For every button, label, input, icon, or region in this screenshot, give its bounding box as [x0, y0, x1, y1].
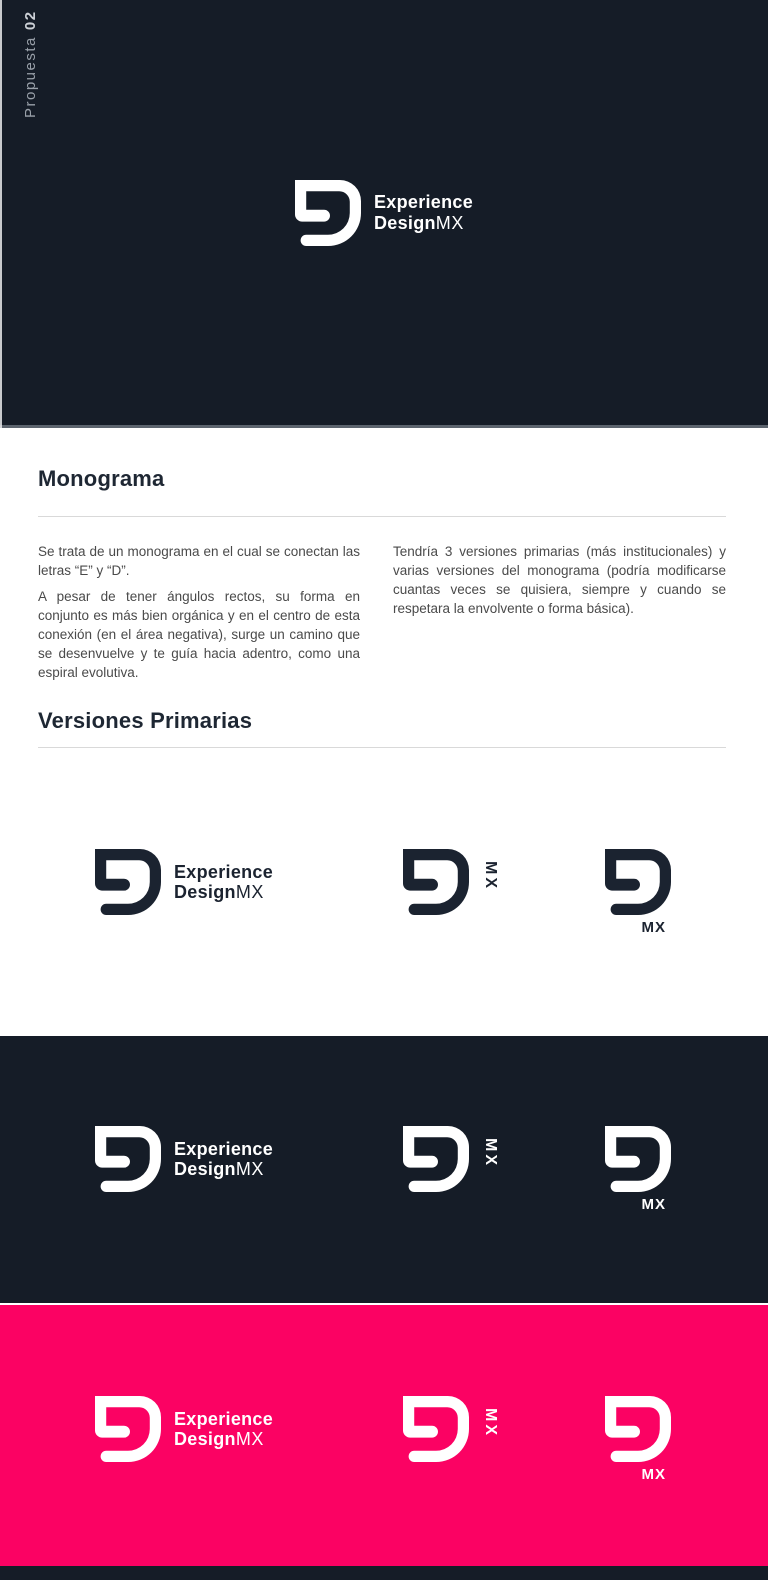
wordmark-mx: MX [235, 882, 265, 902]
wordmark-line1: Experience [174, 861, 274, 882]
vertical-mx-label: MX [482, 861, 499, 891]
pink-background-row [0, 1305, 768, 1566]
proposal-number: 02 [22, 10, 39, 31]
wordmark [174, 862, 273, 902]
version-vertical-mx [403, 1125, 503, 1193]
stacked-mx-label: MX [641, 1196, 666, 1213]
monogram-d-icon [605, 1125, 671, 1193]
vertical-mx-label: MX [482, 1408, 499, 1438]
wordmark [374, 192, 473, 232]
wordmark-line2 [174, 882, 273, 902]
monogram-d-icon [95, 848, 161, 916]
navy-background-row [0, 1036, 768, 1303]
wordmark [174, 1139, 273, 1179]
version-stacked-mx [605, 1125, 671, 1213]
stacked-mx-label: MX [641, 919, 666, 936]
wordmark-mx: MX [235, 1159, 265, 1179]
version-full-lockup [95, 848, 273, 916]
monogram-d-icon [605, 1395, 671, 1463]
version-vertical-mx [403, 848, 503, 916]
proposal-label [22, 10, 39, 118]
version-full-lockup [95, 1125, 273, 1193]
version-stacked-mx [605, 1395, 671, 1483]
wordmark-line2 [374, 213, 473, 233]
monogram-d-icon [403, 1125, 469, 1193]
wordmark-design: Design [373, 212, 436, 233]
paragraph: Se trata de un monograma en el cual se conectan las letras “E” y “D”. [38, 544, 360, 578]
version-vertical-mx [403, 1395, 503, 1463]
version-full-lockup [95, 1395, 273, 1463]
wordmark-mx: MX [235, 1429, 265, 1449]
wordmark-line1: Experience [373, 192, 474, 213]
monogram-d-icon [403, 848, 469, 916]
paragraph: Tendría 3 versiones primarias (más institucionales) y varias versiones del monograma (podría modificarse cuantas veces se quisiera, siempre y cuando se respetara la envolvente o forma básica). [393, 544, 726, 616]
wordmark-line1: Experience [174, 1408, 274, 1429]
divider [38, 747, 726, 748]
hero-banner [0, 0, 768, 428]
wordmark-design: Design [174, 1159, 236, 1179]
monogram-d-icon [95, 1125, 161, 1193]
wordmark-line2 [174, 1159, 273, 1179]
wordmark-line2 [174, 1429, 273, 1449]
footer-strip [0, 1566, 768, 1580]
wordmark-design: Design [174, 1429, 236, 1449]
left-column [38, 542, 360, 682]
wordmark [174, 1409, 273, 1449]
divider [38, 516, 726, 517]
monogram-d-icon [605, 848, 671, 916]
monogram-d-icon [95, 1395, 161, 1463]
right-column [393, 542, 726, 682]
monograma-copy [38, 542, 726, 682]
version-stacked-mx [605, 848, 671, 936]
stacked-mx-label: MX [641, 1466, 666, 1483]
wordmark-mx: MX [435, 212, 464, 233]
logo-lockup-hero [295, 179, 473, 247]
monograma-heading: Monograma [38, 466, 165, 491]
proposal-word: Propuesta [22, 36, 39, 118]
paragraph: A pesar de tener ángulos rectos, su forma en conjunto es más bien orgánica y en el centro de esta conexión (en el área negativa), surge un camino que se desenvuelve y te guía hacia adentro, como una espiral evolutiva. [38, 589, 360, 680]
wordmark-line1: Experience [174, 1138, 274, 1159]
monograma-section [0, 428, 768, 1036]
vertical-mx-label: MX [482, 1138, 499, 1168]
monogram-d-icon [295, 179, 361, 247]
page-edge-strip [0, 0, 2, 428]
versiones-heading: Versiones Primarias [38, 708, 253, 733]
monogram-d-icon [403, 1395, 469, 1463]
wordmark-design: Design [174, 882, 236, 902]
